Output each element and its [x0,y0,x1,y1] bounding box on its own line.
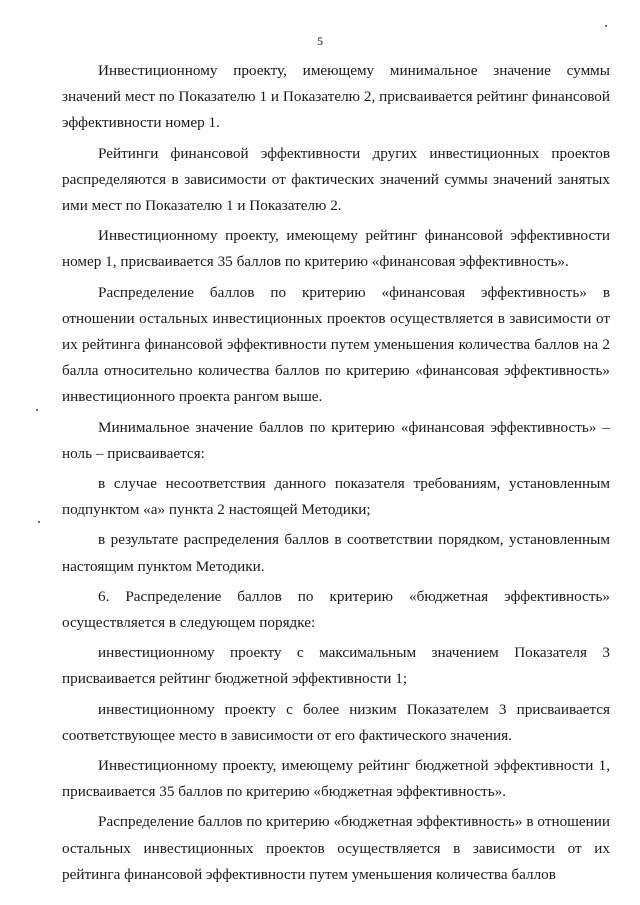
paragraph: Инвестиционному проекту, имеющему минимальное значение суммы значений мест по Показателю 1 и Показателю 2, присваивается рейтинг финансовой эффективности номер 1. [62,62,610,132]
document-body [62,58,610,892]
paragraph: в результате распределения баллов в соответствии порядком, установленным настоящим пунктом Методики. [62,531,610,575]
paragraph: Минимальное значение баллов по критерию «финансовая эффективность» – ноль – присваивается: [62,418,610,462]
scan-speck [605,25,607,27]
paragraph: Инвестиционному проекту, имеющему рейтинг финансовой эффективности номер 1, присваивается 35 баллов по критерию «финансовая эффективность». [62,227,610,271]
paragraph: Инвестиционному проекту, имеющему рейтинг бюджетной эффективности 1, присваивается 35 баллов по критерию «бюджетная эффективность». [62,757,610,801]
scan-speck [38,521,40,523]
paragraph: 6. Распределение баллов по критерию «бюджетная эффективность» осуществляется в следующем порядке: [62,587,610,632]
paragraph: инвестиционному проекту с максимальным значением Показателя 3 присваивается рейтинг бюджетной эффективности 1; [62,644,610,688]
paragraph: Рейтинги финансовой эффективности других инвестиционных проектов распределяются в зависимости от фактических значений суммы значений занятых ими мест по Показателю 1 и Показателю 2. [62,144,610,215]
paragraph: в случае несоответствия данного показателя требованиям, установленным подпунктом «а» пункта 2 настоящей Методики; [62,475,610,519]
paragraph: Распределение баллов по критерию «бюджетная эффективность» в отношении остальных инвестиционных проектов осуществляется в зависимости от их рейтинга финансовой эффективности путем уменьшения количества баллов [62,813,610,883]
paragraph: инвестиционному проекту с более низким Показателем 3 присваивается соответствующее место в зависимости от его фактического значения. [62,700,610,744]
scan-speck [36,409,38,411]
paragraph: Распределение баллов по критерию «финансовая эффективность» в отношении остальных инвестиционных проектов осуществляется в зависимости от их рейтинга финансовой эффективности путем уменьшения количества баллов на 2 балла относительно количества баллов по критерию «финансовая эффективность» инвестиционного проекта рангом выше. [62,283,610,406]
page-number: 5 [317,34,323,48]
